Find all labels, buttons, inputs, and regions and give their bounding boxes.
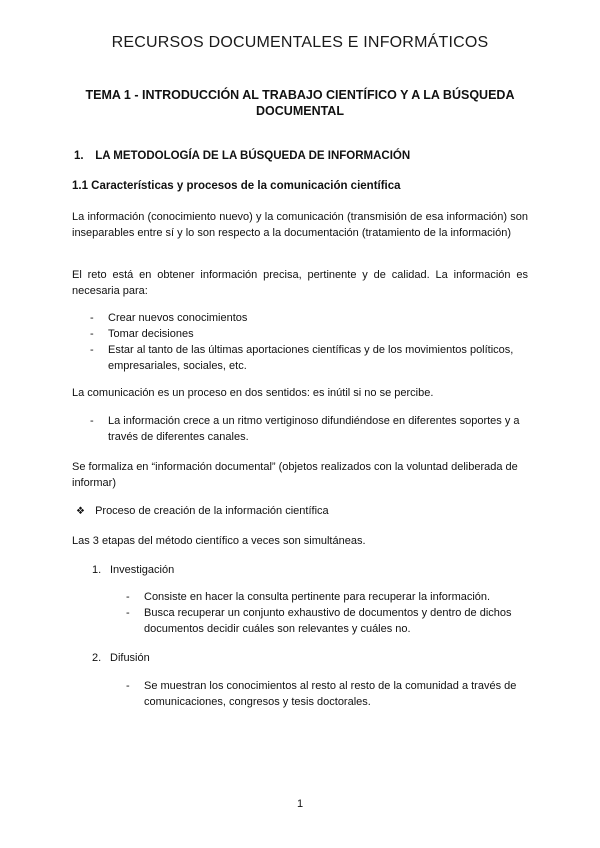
subsection-heading: 1.1 Características y procesos de la comunicación científica (72, 180, 401, 192)
list-item: - La información crece a un ritmo vertiginoso difundiéndose en diferentes soportes y a través de diferentes canales. (90, 415, 520, 443)
list-item: - Crear nuevos conocimientos (90, 312, 248, 324)
paragraph-challenge: El reto está en obtener información precisa, pertinente y de calidad. La información es necesaria para: (72, 269, 528, 297)
list-item: - Busca recuperar un conjunto exhaustivo de documentos y dentro de dichos documentos decidir cuáles son relevantes y cuáles no. (126, 607, 512, 635)
list-item: - Se muestran los conocimientos al resto al resto de la comunidad a través de comunicaciones, congresos y tesis doctorales. (126, 680, 517, 708)
stage-detail-list (126, 589, 528, 637)
stage-item: 1. Investigación (92, 564, 175, 576)
needs-list (90, 310, 528, 374)
stage-detail-list (126, 678, 528, 710)
paragraph-formalization: Se formaliza en “información documental” (objetos realizados con la voluntad deliberada de informar) (72, 461, 518, 489)
list-item: - Tomar decisiones (90, 328, 194, 340)
topic-title: TEMA 1 - INTRODUCCIÓN AL TRABAJO CIENTÍFICO Y A LA BÚSQUEDA DOCUMENTAL (85, 88, 515, 118)
page-number: 1 (296, 798, 304, 810)
list-item: - Consiste en hacer la consulta pertinente para recuperar la información. (126, 591, 491, 603)
section-title: LA METODOLOGÍA DE LA BÚSQUEDA DE INFORMACIÓN (95, 150, 411, 162)
list-item: - Estar al tanto de las últimas aportaciones científicas y de los movimientos políticos, empresariales, sociales, etc. (90, 344, 514, 372)
diamond-bullet-icon: ❖ (76, 506, 85, 517)
paragraph-stages: Las 3 etapas del método científico a veces son simultáneas. (72, 535, 366, 547)
bullet-heading-text: Proceso de creación de la información científica (95, 505, 329, 517)
document-header: RECURSOS DOCUMENTALES E INFORMÁTICOS (111, 34, 489, 51)
bullet-heading (76, 503, 329, 520)
stage-item: 2. Difusión (92, 652, 150, 664)
growth-list (90, 413, 528, 445)
section-number: 1. (74, 150, 84, 162)
paragraph-information: La información (conocimiento nuevo) y la comunicación (transmisión de esa información) son inseparables entre sí y lo son respecto a la documentación (tratamiento de la información) (72, 211, 528, 239)
paragraph-communication: La comunicación es un proceso en dos sentidos: es inútil si no se percibe. (72, 387, 434, 399)
section-heading (74, 150, 410, 162)
